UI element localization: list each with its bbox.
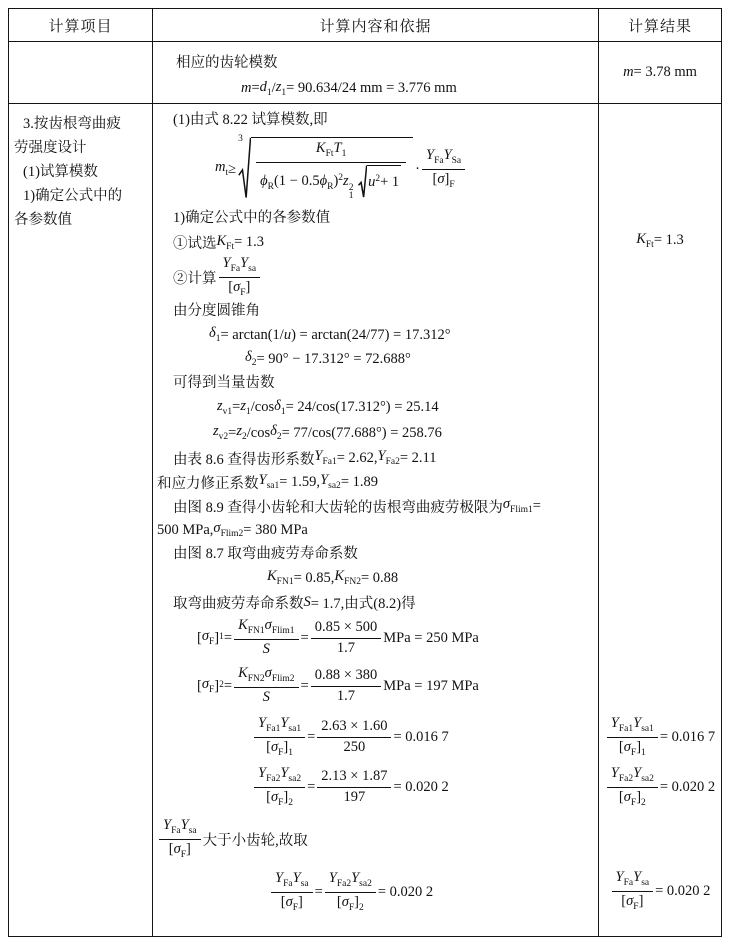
content-line: $K_{FN1}$ = 0.85, $K_{FN2}$ = 0.88 (267, 568, 399, 588)
content-line: 由图 8.7 取弯曲疲劳寿命系数 (173, 546, 358, 562)
header-calc-content (153, 9, 599, 42)
content-line: $\frac{Y_{Fa}Y_{sa}}{[\sigma_F]}$ 大于小齿轮,故取 (157, 818, 598, 860)
content-line: $z_{v2}$ = $z_2$ /cos $\delta_2$ = 77/cos(77.688°) = 258.76 (213, 423, 442, 443)
content-line: (1)由式 8.22 试算模数,即 (173, 112, 328, 128)
header-calc-item-label: 计算项目 (48, 18, 113, 35)
content-line: 1)确定公式中的各参数值 (173, 210, 331, 226)
result-line: $\frac{Y_{Fa2}Y_{sa2}}{[\sigma_F]_2}$ = 0.020 2 (599, 766, 721, 808)
result-line: $\frac{Y_{Fa}Y_{sa}}{[\sigma_F]}$ = 0.020 2 (599, 870, 721, 912)
content-line: 和应力修正系数 $Y_{sa1}$ = 1.59, $Y_{sa2}$ = 1.89 (157, 472, 378, 492)
item-line: 劳强度设计 (14, 140, 87, 156)
row1-title: 相应的齿轮模数 (176, 55, 278, 71)
header-calc-item (9, 9, 153, 42)
row1-item-cell (9, 42, 153, 104)
calculation-table (8, 8, 722, 937)
row1-content-cell (153, 42, 599, 104)
content-line: [ $\sigma_F$ ] 2 = $\frac{K_{FN2}\sigma_{Flim2}}{S}$ = $\frac{0.88 \times 380}{1.7}$ MPa = 197 MPa (197, 665, 479, 705)
item-line: (1)试算模数 (23, 164, 98, 180)
header-calc-result (599, 9, 721, 42)
content-line: $z_{v1}$ = $z_1$ /cos $\delta_1$ = 24/cos(17.312°) = 25.14 (217, 397, 439, 417)
item-line: 3.按齿根弯曲疲 (23, 116, 121, 132)
result-line: $K_{Ft}$ = 1.3 (636, 231, 684, 250)
row1-result: m = 3.78 mm (623, 64, 697, 80)
content-line: $\frac{Y_{Fa}Y_{sa}}{[\sigma_F]}$ = $\frac{Y_{Fa2}Y_{sa2}}{[\sigma_F]_2}$ = 0.020 2 (157, 870, 598, 914)
content-line: $\delta_2$ = 90° − 17.312° = 72.688° (245, 349, 411, 369)
content-line: 由图 8.9 查得小齿轮和大齿轮的齿根弯曲疲劳极限为 $\sigma_{Flim1}$ = (173, 496, 541, 516)
content-line: 由分度圆锥角 (173, 303, 260, 319)
design-formula: $m_t$ ≥ 3 $K_{Ft}T_1$ $\phi_R(1 - 0.5\phi_R)^2z$ 2 1 $u^2$ + 1 · $\frac{Y_{Fa}Y_{Sa}}{[\sigma]_F}$ (157, 132, 598, 206)
content-line: ①试选 $K_{Ft}$ = 1.3 (173, 232, 265, 252)
header-calc-content-label: 计算内容和依据 (319, 18, 432, 35)
content-line: ②计算 $\frac{Y_{Fa}Y_{sa}}{[\sigma_F]}$ (157, 255, 598, 299)
header-calc-result-label: 计算结果 (627, 18, 692, 35)
row2-content-cell (153, 104, 599, 936)
content-line: $\frac{Y_{Fa2}Y_{sa2}}{[\sigma_F]_2}$ = $\frac{2.13 \times 1.87}{197}$ = 0.020 2 (157, 764, 598, 810)
item-line: 1)确定公式中的 (23, 188, 123, 204)
content-line: 500 MPa, $\sigma_{Flim2}$ = 380 MPa (157, 520, 308, 540)
item-line: 各参数值 (14, 212, 72, 228)
row2-item-cell (9, 104, 153, 936)
row1-formula: m = $d_1$ / $z_1$ = 90.634/24 mm = 3.776 mm (241, 79, 457, 98)
content-line: $\delta_1$ = arctan(1/ u ) = arctan(24/77) = 17.312° (209, 325, 451, 345)
row1-result-cell (599, 42, 721, 104)
content-line: 取弯曲疲劳寿命系数 S = 1.7,由式(8.2)得 (173, 593, 416, 612)
content-line: 可得到当量齿数 (173, 375, 275, 391)
result-line: $\frac{Y_{Fa1}Y_{sa1}}{[\sigma_F]_1}$ = 0.016 7 (599, 716, 721, 758)
content-line: $\frac{Y_{Fa1}Y_{sa1}}{[\sigma_F]_1}$ = $\frac{2.63 \times 1.60}{250}$ = 0.016 7 (157, 714, 598, 760)
row2-result-cell (599, 104, 721, 936)
content-line: [ $\sigma_F$ ] 1 = $\frac{K_{FN1}\sigma_{Flim1}}{S}$ = $\frac{0.85 \times 500}{1.7}$ MPa = 250 MPa (197, 617, 479, 657)
content-line: 由表 8.6 查得齿形系数 $Y_{Fa1}$ = 2.62, $Y_{Fa2}$ = 2.11 (173, 448, 437, 468)
